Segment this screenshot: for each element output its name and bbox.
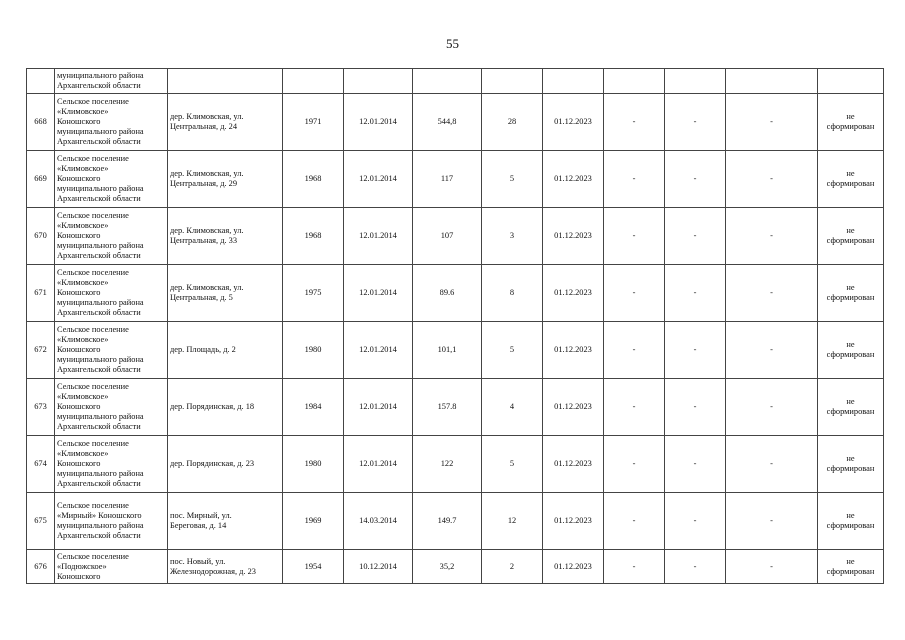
cell-area <box>413 265 482 322</box>
cell-d1 <box>604 151 665 208</box>
cell-d1 <box>604 208 665 265</box>
d1-text: - <box>632 402 636 411</box>
cell-name <box>55 94 168 151</box>
cell-d3 <box>726 379 818 436</box>
name-text: Сельское поселение «Климовское» Коношского муниципального района Архангельской области <box>57 97 144 146</box>
cell-address <box>168 94 283 151</box>
table-row <box>27 265 884 322</box>
area-text: 35,2 <box>439 561 455 571</box>
d1-text: - <box>632 231 636 240</box>
status-text: не сформирован <box>826 397 875 416</box>
cell-year <box>283 265 344 322</box>
cell-status <box>818 208 884 265</box>
cell-date <box>344 69 413 94</box>
year-text: 1980 <box>304 459 322 468</box>
cell-address <box>168 208 283 265</box>
d1-text: - <box>632 288 636 297</box>
cell-date2 <box>543 69 604 94</box>
cell-num <box>27 69 55 94</box>
d3-text: - <box>770 117 773 126</box>
cell-address <box>168 265 283 322</box>
cell-area <box>413 436 482 493</box>
cell-status <box>818 550 884 584</box>
area-text: 89.6 <box>439 288 455 297</box>
cell-num <box>27 94 55 151</box>
cell-name <box>55 550 168 584</box>
cell-d2 <box>665 322 726 379</box>
cell-count <box>482 208 543 265</box>
cell-date <box>344 265 413 322</box>
cell-area <box>413 322 482 379</box>
cell-area <box>413 550 482 584</box>
cell-d2 <box>665 436 726 493</box>
cell-num <box>27 322 55 379</box>
cell-d3 <box>726 151 818 208</box>
cell-municipality <box>55 69 168 94</box>
address-text: дер. Порядинская, д. 23 <box>170 459 255 468</box>
cell-d2 <box>665 151 726 208</box>
cell-date <box>344 436 413 493</box>
num-text: 676 <box>34 561 47 571</box>
cell-year <box>283 436 344 493</box>
cell-date2 <box>543 94 604 151</box>
name-text: Сельское поселение «Климовское» Коношского муниципального района Архангельской области <box>57 439 144 488</box>
cell-d2 <box>665 379 726 436</box>
table-row <box>27 322 884 379</box>
cell-count <box>482 151 543 208</box>
cell-d3 <box>726 436 818 493</box>
address-text: пос. Новый, ул. Железнодорожная, д. 23 <box>170 556 256 576</box>
cell-area <box>413 151 482 208</box>
cell-d1 <box>604 379 665 436</box>
d2-text: - <box>693 402 697 411</box>
date-text: 12.01.2014 <box>359 402 397 411</box>
cell-area <box>413 493 482 550</box>
cell-address <box>168 69 283 94</box>
num-text: 669 <box>34 174 47 183</box>
cell-num <box>27 550 55 584</box>
cell-name <box>55 436 168 493</box>
cell-d3 <box>726 69 818 94</box>
status-text: не сформирован <box>826 283 875 302</box>
cell-address <box>168 322 283 379</box>
name-text: Сельское поселение «Климовское» Коношского муниципального района Архангельской области <box>57 325 144 374</box>
d1-text: - <box>632 174 636 183</box>
cell-d1 <box>604 550 665 584</box>
year-text: 1975 <box>304 288 322 297</box>
cell-status <box>818 265 884 322</box>
cell-d2 <box>665 69 726 94</box>
cell-date2 <box>543 265 604 322</box>
cell-d3 <box>726 94 818 151</box>
cell-num <box>27 436 55 493</box>
date-text: 12.01.2014 <box>359 345 397 354</box>
cell-count <box>482 322 543 379</box>
d1-text: - <box>632 345 636 354</box>
d3-text: - <box>770 516 773 525</box>
cell-name <box>55 265 168 322</box>
count-text: 5 <box>509 459 515 468</box>
cell-d3 <box>726 208 818 265</box>
cell-date <box>344 493 413 550</box>
cell-date2 <box>543 151 604 208</box>
num-text: 672 <box>34 345 47 354</box>
cell-d3 <box>726 493 818 550</box>
name-text: Сельское поселение «Климовское» Коношского муниципального района Архангельской области <box>57 211 144 260</box>
cell-date2 <box>543 493 604 550</box>
d2-text: - <box>693 174 697 183</box>
address-text: дер. Климовская, ул. Центральная, д. 5 <box>170 283 244 302</box>
d1-text: - <box>632 117 636 126</box>
cell-name <box>55 493 168 550</box>
num-text: 671 <box>34 288 47 297</box>
cell-d2 <box>665 550 726 584</box>
area-text: 157.8 <box>437 402 457 411</box>
d2-text: - <box>693 231 697 240</box>
count-text: 12 <box>507 516 517 525</box>
status-text: не сформирован <box>826 340 875 359</box>
date2-text: 01.12.2023 <box>554 117 592 126</box>
year-text: 1968 <box>304 174 322 183</box>
cell-date <box>344 151 413 208</box>
cell-date <box>344 208 413 265</box>
cell-num <box>27 208 55 265</box>
year-text: 1980 <box>304 345 322 354</box>
date2-text: 01.12.2023 <box>554 288 592 297</box>
cell-date <box>344 379 413 436</box>
cell-d2 <box>665 208 726 265</box>
cell-count <box>482 379 543 436</box>
d3-text: - <box>770 459 773 468</box>
d1-text: - <box>632 516 636 525</box>
status-text: не сформирован <box>826 169 875 188</box>
d2-text: - <box>693 345 697 354</box>
table-row <box>27 208 884 265</box>
d2-text: - <box>693 561 697 571</box>
cell-year <box>283 379 344 436</box>
count-text: 8 <box>509 288 515 297</box>
municipality-text: муниципального района Архангельской области <box>57 71 144 90</box>
area-text: 149.7 <box>437 516 457 525</box>
cell-status <box>818 94 884 151</box>
cell-address <box>168 379 283 436</box>
table-row <box>27 379 884 436</box>
cell-num <box>27 151 55 208</box>
status-text: не сформирован <box>826 511 875 530</box>
num-text: 673 <box>34 402 47 411</box>
area-text: 117 <box>440 174 454 183</box>
cell-count <box>482 94 543 151</box>
cell-d1 <box>604 265 665 322</box>
cell-count <box>482 69 543 94</box>
cell-year <box>283 151 344 208</box>
cell-status <box>818 379 884 436</box>
cell-date2 <box>543 322 604 379</box>
address-text: пос. Мирный, ул. Береговая, д. 14 <box>170 511 232 530</box>
cell-address <box>168 151 283 208</box>
area-text: 101,1 <box>437 345 457 354</box>
cell-d2 <box>665 94 726 151</box>
address-text: дер. Климовская, ул. Центральная, д. 29 <box>170 169 244 188</box>
date-text: 12.01.2014 <box>359 459 397 468</box>
status-text: не сформирован <box>826 226 875 245</box>
cell-year <box>283 94 344 151</box>
cell-date2 <box>543 436 604 493</box>
name-text: Сельское поселение «Климовское» Коношского муниципального района Архангельской области <box>57 382 144 431</box>
d1-text: - <box>632 561 636 571</box>
cell-year <box>283 69 344 94</box>
name-text: Сельское поселение «Климовское» Коношского муниципального района Архангельской области <box>57 154 144 203</box>
date2-text: 01.12.2023 <box>554 174 592 183</box>
cell-num <box>27 493 55 550</box>
table-row <box>27 151 884 208</box>
cell-name <box>55 322 168 379</box>
date2-text: 01.12.2023 <box>554 459 592 468</box>
cell-address <box>168 436 283 493</box>
cell-d1 <box>604 436 665 493</box>
num-text: 668 <box>34 117 47 126</box>
cell-d3 <box>726 550 818 584</box>
cell-area <box>413 379 482 436</box>
name-text: Сельское поселение «Подюжское» Коношского <box>57 551 129 581</box>
count-text: 28 <box>507 117 517 126</box>
cell-address <box>168 493 283 550</box>
name-text: Сельское поселение «Климовское» Коношского муниципального района Архангельской области <box>57 268 144 317</box>
d3-text: - <box>770 402 773 411</box>
cell-count <box>482 436 543 493</box>
cell-year <box>283 208 344 265</box>
status-text: не сформирован <box>826 556 875 576</box>
count-text: 4 <box>509 402 515 411</box>
cell-count <box>482 493 543 550</box>
cell-status <box>818 69 884 94</box>
year-text: 1971 <box>304 117 322 126</box>
cell-year <box>283 322 344 379</box>
count-text: 3 <box>509 231 515 240</box>
cell-status <box>818 493 884 550</box>
cell-status <box>818 322 884 379</box>
d2-text: - <box>693 117 697 126</box>
date2-text: 01.12.2023 <box>554 231 592 240</box>
date2-text: 01.12.2023 <box>554 402 592 411</box>
address-text: дер. Климовская, ул. Центральная, д. 24 <box>170 112 244 131</box>
housing-registry-table <box>26 68 884 584</box>
cell-count <box>482 550 543 584</box>
cell-area <box>413 208 482 265</box>
table-row-continuation <box>27 69 884 94</box>
d1-text: - <box>632 459 636 468</box>
num-text: 674 <box>34 459 47 468</box>
cell-area <box>413 69 482 94</box>
status-text: не сформирован <box>826 454 875 473</box>
d3-text: - <box>770 174 773 183</box>
d2-text: - <box>693 516 697 525</box>
page-number: 55 <box>446 36 459 51</box>
address-text: дер. Климовская, ул. Центральная, д. 33 <box>170 226 244 245</box>
cell-d1 <box>604 94 665 151</box>
cell-name <box>55 208 168 265</box>
num-text: 670 <box>34 231 47 240</box>
area-text: 107 <box>440 231 454 240</box>
table-row <box>27 550 884 584</box>
cell-date <box>344 550 413 584</box>
date-text: 14.03.2014 <box>359 516 397 525</box>
cell-date <box>344 94 413 151</box>
cell-d2 <box>665 265 726 322</box>
cell-date2 <box>543 379 604 436</box>
date2-text: 01.12.2023 <box>554 345 592 354</box>
cell-area <box>413 94 482 151</box>
cell-address <box>168 550 283 584</box>
d3-text: - <box>770 345 773 354</box>
num-text: 675 <box>34 516 47 525</box>
cell-d1 <box>604 69 665 94</box>
cell-year <box>283 550 344 584</box>
d2-text: - <box>693 288 697 297</box>
status-text: не сформирован <box>826 112 875 131</box>
table-row <box>27 493 884 550</box>
cell-date <box>344 322 413 379</box>
year-text: 1968 <box>304 231 322 240</box>
date2-text: 01.12.2023 <box>554 561 592 571</box>
date-text: 10.12.2014 <box>359 561 397 571</box>
count-text: 2 <box>509 561 515 571</box>
count-text: 5 <box>509 174 515 183</box>
year-text: 1954 <box>304 561 322 571</box>
area-text: 122 <box>440 459 454 468</box>
name-text: Сельское поселение «Мирный» Коношского муниципального района Архангельской области <box>57 501 144 540</box>
year-text: 1969 <box>304 516 322 525</box>
d3-text: - <box>770 288 773 297</box>
cell-status <box>818 151 884 208</box>
cell-year <box>283 493 344 550</box>
year-text: 1984 <box>304 402 322 411</box>
date-text: 12.01.2014 <box>359 231 397 240</box>
cell-name <box>55 379 168 436</box>
cell-date2 <box>543 550 604 584</box>
date-text: 12.01.2014 <box>359 117 397 126</box>
cell-num <box>27 379 55 436</box>
cell-d3 <box>726 265 818 322</box>
table-row <box>27 94 884 151</box>
date-text: 12.01.2014 <box>359 174 397 183</box>
d3-text: - <box>770 231 773 240</box>
cell-d1 <box>604 493 665 550</box>
cell-d1 <box>604 322 665 379</box>
d2-text: - <box>693 459 697 468</box>
cell-d3 <box>726 322 818 379</box>
cell-num <box>27 265 55 322</box>
date-text: 12.01.2014 <box>359 288 397 297</box>
cell-d2 <box>665 493 726 550</box>
d3-text: - <box>770 561 773 571</box>
cell-date2 <box>543 208 604 265</box>
address-text: дер. Площадь, д. 2 <box>170 345 236 354</box>
count-text: 5 <box>509 345 515 354</box>
cell-name <box>55 151 168 208</box>
cell-status <box>818 436 884 493</box>
cell-count <box>482 265 543 322</box>
area-text: 544,8 <box>437 117 457 126</box>
date2-text: 01.12.2023 <box>554 516 592 525</box>
address-text: дер. Порядинская, д. 18 <box>170 402 255 411</box>
table-row <box>27 436 884 493</box>
